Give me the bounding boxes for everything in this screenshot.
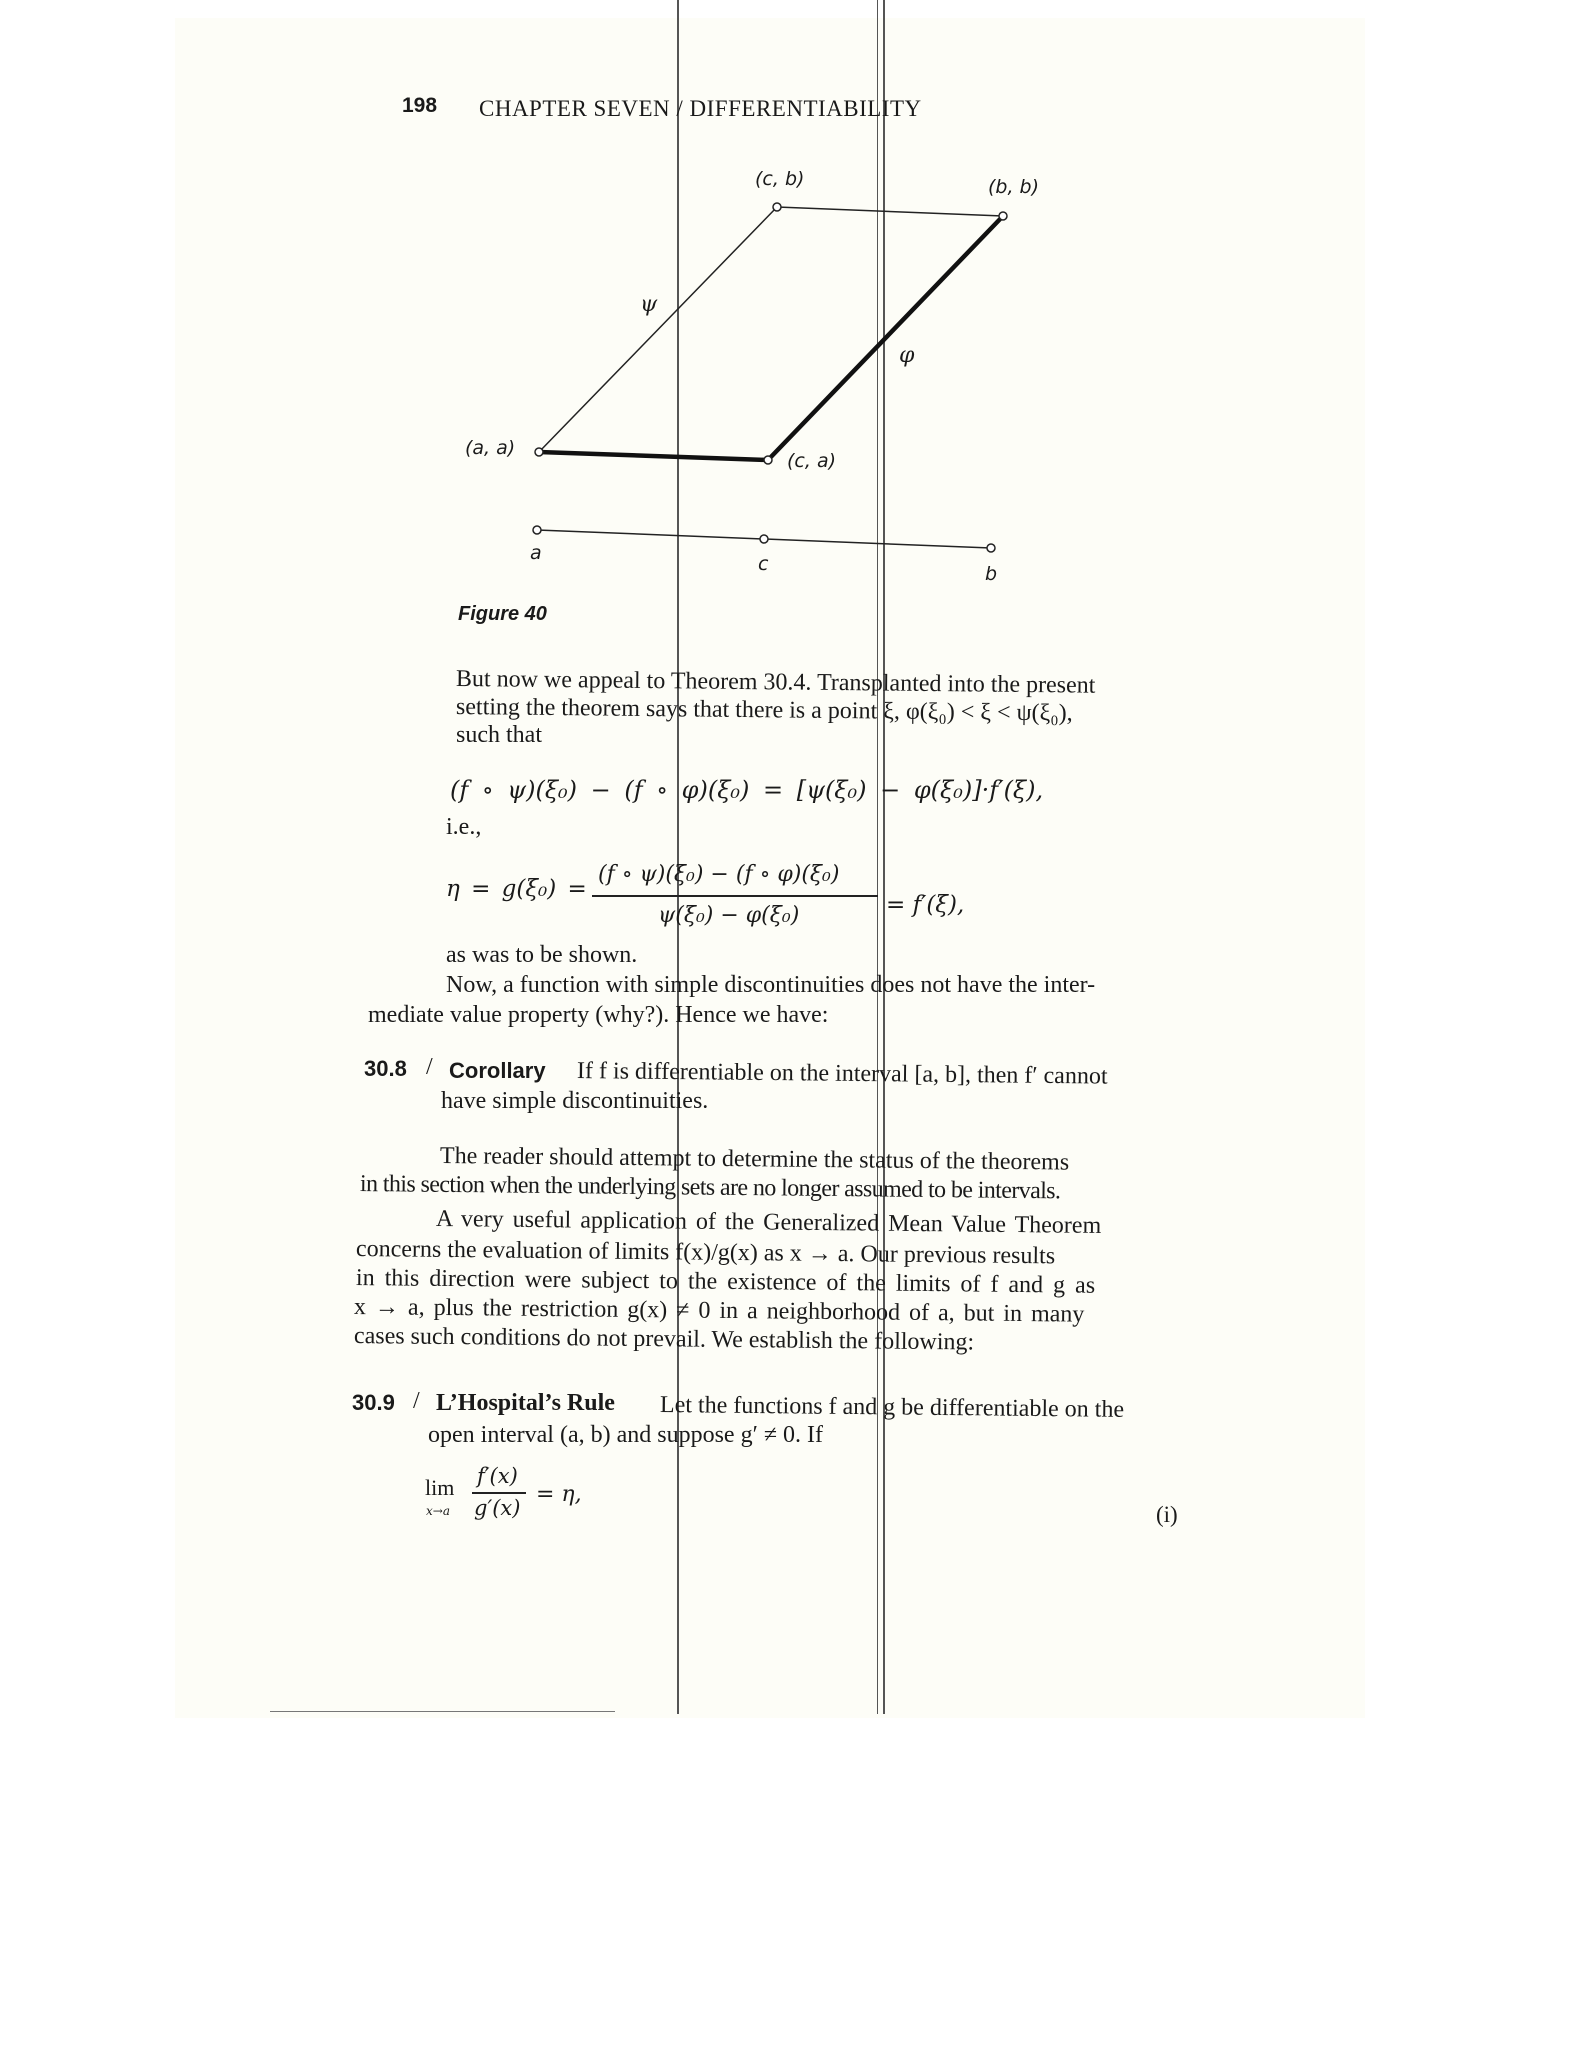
figure-40-diagram xyxy=(0,0,1583,600)
para4-line3: in this direction were subject to the existence of the limits of f and g as xyxy=(355,1265,1096,1299)
para3-line1: The reader should attempt to determine the status of the theorems xyxy=(439,1143,1070,1176)
vertex-cb xyxy=(773,203,781,211)
limit-subscript: x→a xyxy=(426,1504,450,1518)
edge-top xyxy=(777,207,1003,216)
fraction-bar xyxy=(592,895,878,897)
equation-2-lhs: η = g(ξ₀) = xyxy=(446,876,587,902)
rule-line1: Let the functions f and g be differentiable on the xyxy=(659,1392,1125,1423)
label-psi: ψ xyxy=(640,292,658,317)
limit-numerator: f′(x) xyxy=(477,1464,518,1488)
para1-line2: setting the theorem says that there is a point ξ, φ(ξ₀) < ξ < ψ(ξ₀), xyxy=(455,694,1073,727)
ie-text: i.e., xyxy=(446,814,482,840)
rule-slash: / xyxy=(413,1388,420,1414)
para3-line2: in this section when the underlying sets are no longer assumed to be intervals. xyxy=(359,1171,1061,1205)
point-c xyxy=(760,535,768,543)
para4-line1: A very useful application of the Generalized Mean Value Theorem xyxy=(435,1206,1102,1239)
corollary-number: 30.8 xyxy=(364,1056,407,1081)
label-aa: (a, a) xyxy=(465,437,516,459)
limit-lim: lim xyxy=(425,1475,455,1500)
label-a: a xyxy=(530,542,542,564)
label-ca: (c, a) xyxy=(787,450,836,472)
edge-bottom xyxy=(539,452,768,460)
point-a xyxy=(533,526,541,534)
label-bb: (b, b) xyxy=(988,176,1040,198)
para1-line1: But now we appeal to Theorem 30.4. Transplanted into the present xyxy=(455,666,1096,699)
scan-bottom-line xyxy=(270,1711,615,1712)
equation-tag: (i) xyxy=(1156,1502,1178,1527)
label-phi: φ xyxy=(899,343,915,368)
chapter-title: CHAPTER SEVEN / DIFFERENTIABILITY xyxy=(479,96,922,121)
para2-line2: mediate value property (why?). Hence we have: xyxy=(368,1002,829,1028)
corollary-slash: / xyxy=(426,1054,433,1080)
label-cb: (c, b) xyxy=(755,168,805,190)
page-number: 198 xyxy=(402,94,438,117)
para4-line5: cases such conditions do not prevail. We establish the following: xyxy=(353,1323,975,1356)
para4-line4: x → a, plus the restriction g(x) ≠ 0 in a neighborhood of a, but in many xyxy=(353,1294,1085,1328)
vertex-ca xyxy=(764,456,772,464)
figure-caption: Figure 40 xyxy=(458,603,547,625)
equation-2-denominator: ψ(ξ₀) − φ(ξ₀) xyxy=(658,903,800,928)
limit-denominator: g′(x) xyxy=(474,1496,521,1520)
corollary-name: Corollary xyxy=(449,1058,546,1083)
shown-text: as was to be shown. xyxy=(446,942,638,968)
limit-rhs: = η, xyxy=(536,1482,582,1507)
limit-fraction-bar xyxy=(472,1492,526,1494)
vertex-bb xyxy=(999,212,1007,220)
para1-line3: such that xyxy=(456,722,542,748)
label-c: c xyxy=(758,553,769,575)
rule-number: 30.9 xyxy=(352,1390,395,1415)
equation-2-numerator: (f ∘ ψ)(ξ₀) − (f ∘ φ)(ξ₀) xyxy=(598,862,840,887)
corollary-line1: If f is differentiable on the interval [a, b], then f′ cannot xyxy=(576,1058,1108,1090)
equation-2-rhs: = f′(ξ), xyxy=(886,892,965,918)
label-b: b xyxy=(985,563,998,585)
corollary-line2: have simple discontinuities. xyxy=(441,1088,709,1114)
para4-line2: concerns the evaluation of limits f(x)/g(x) as x → a. Our previous results xyxy=(355,1236,1056,1270)
rule-line2: open interval (a, b) and suppose g′ ≠ 0. If xyxy=(428,1422,823,1448)
point-b xyxy=(987,544,995,552)
rule-name: L’Hospital’s Rule xyxy=(436,1390,615,1416)
vertex-aa xyxy=(535,448,543,456)
para2-line1: Now, a function with simple discontinuities does not have the inter- xyxy=(446,972,1096,998)
edge-phi xyxy=(768,216,1003,460)
equation-1: (f ∘ ψ)(ξ₀) − (f ∘ φ)(ξ₀) = [ψ(ξ₀) − φ(ξ₀)]·f′(ξ), xyxy=(450,776,1044,804)
edge-psi xyxy=(539,207,777,452)
